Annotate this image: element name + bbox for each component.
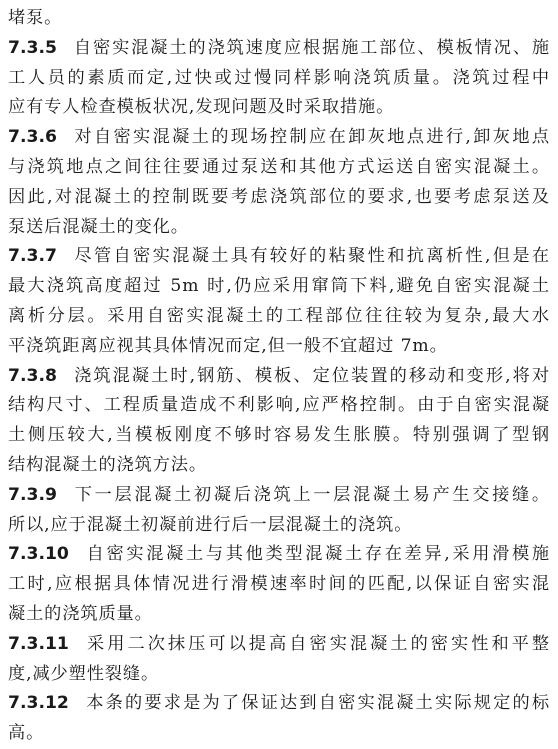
clause-line: 泵送后混凝土的变化。	[8, 216, 189, 237]
clause-line	[8, 689, 550, 719]
clause-line: 土侧压较大,当模板刚度不够时容易发生胀膜。特别强调了型钢	[8, 425, 550, 446]
clause-7-3-6	[8, 123, 550, 242]
clause-7-3-12	[8, 689, 550, 749]
clause-line	[8, 123, 550, 153]
clause-number: 7.3.11	[8, 633, 69, 654]
clause-line: 结构混凝土的浇筑方法。	[8, 454, 207, 475]
clause-line	[8, 481, 550, 511]
intro-line: 堵泵。	[8, 8, 63, 28]
clause-text: 对自密实混凝土的现场控制应在卸灰地点进行,卸灰地点	[72, 127, 550, 148]
clause-line: 工人员的素质而定,过快或过慢同样影响浇筑质量。浇筑过程中	[8, 67, 550, 88]
clause-line	[8, 540, 550, 570]
clause-number: 7.3.9	[8, 484, 57, 505]
clause-text: 自密实混凝土与其他类型混凝土存在差异,采用滑模施	[84, 544, 550, 565]
clause-number: 7.3.6	[8, 127, 57, 148]
clause-text: 尽管自密实混凝土具有较好的粘聚性和抗离析性,但是在	[72, 246, 550, 267]
clause-text: 下一层混凝土初凝后浇筑上一层混凝土易产生交接缝。	[72, 484, 550, 505]
clause-line	[8, 630, 550, 660]
clause-number: 7.3.10	[8, 544, 69, 565]
clause-line	[8, 362, 550, 392]
clause-line: 工时,应根据具体情况进行滑模速率时间的匹配,以保证自密实混	[8, 574, 550, 595]
clause-line: 因此,对混凝土的控制既要考虑浇筑部位的要求,也要考虑泵送及	[8, 186, 550, 207]
clause-line	[8, 242, 550, 272]
clause-line: 离析分层。采用自密实混凝土的工程部位往往较为复杂,最大水	[8, 305, 550, 326]
clause-number: 7.3.8	[8, 365, 57, 386]
clause-line: 与浇筑地点之间往往要通过泵送和其他方式运送自密实混凝土。	[8, 156, 550, 177]
clause-text: 浇筑混凝土时,钢筋、模板、定位装置的移动和变形,将对	[72, 365, 550, 386]
clause-line: 应有专人检查模板状况,发现问题及时采取措施。	[8, 97, 395, 118]
clause-7-3-11	[8, 630, 550, 690]
clause-line: 结构尺寸、工程质量造成不利影响,应严格控制。由于自密实混凝	[8, 395, 550, 416]
clause-line: 凝土的浇筑质量。	[8, 603, 153, 624]
clause-7-3-5	[8, 34, 550, 123]
clause-7-3-8	[8, 362, 550, 481]
clause-text: 采用二次抹压可以提高自密实混凝土的密实性和平整	[84, 633, 550, 654]
clause-number: 7.3.7	[8, 246, 57, 267]
clause-line: 最大浇筑高度超过 5m 时,仍应采用窜筒下料,避免自密实混凝土	[8, 276, 550, 297]
clause-number: 7.3.5	[8, 37, 57, 58]
clause-number: 7.3.12	[8, 693, 69, 714]
clause-line: 平浇筑距离应视其具体情况而定,但一般不宜超过 7m。	[8, 335, 448, 356]
clause-line: 度,减少塑性裂缝。	[8, 663, 160, 684]
clause-7-3-7	[8, 242, 550, 361]
clause-line: 高。	[8, 723, 45, 744]
clause-line: 所以,应于混凝土初凝前进行后一层混凝土的浇筑。	[8, 514, 413, 535]
clause-7-3-9	[8, 481, 550, 541]
clause-7-3-10	[8, 540, 550, 629]
clause-line	[8, 34, 550, 64]
clause-text: 本条的要求是为了保证达到自密实混凝土实际规定的标	[84, 693, 550, 714]
clause-text: 自密实混凝土的浇筑速度应根据施工部位、模板情况、施	[72, 37, 550, 58]
